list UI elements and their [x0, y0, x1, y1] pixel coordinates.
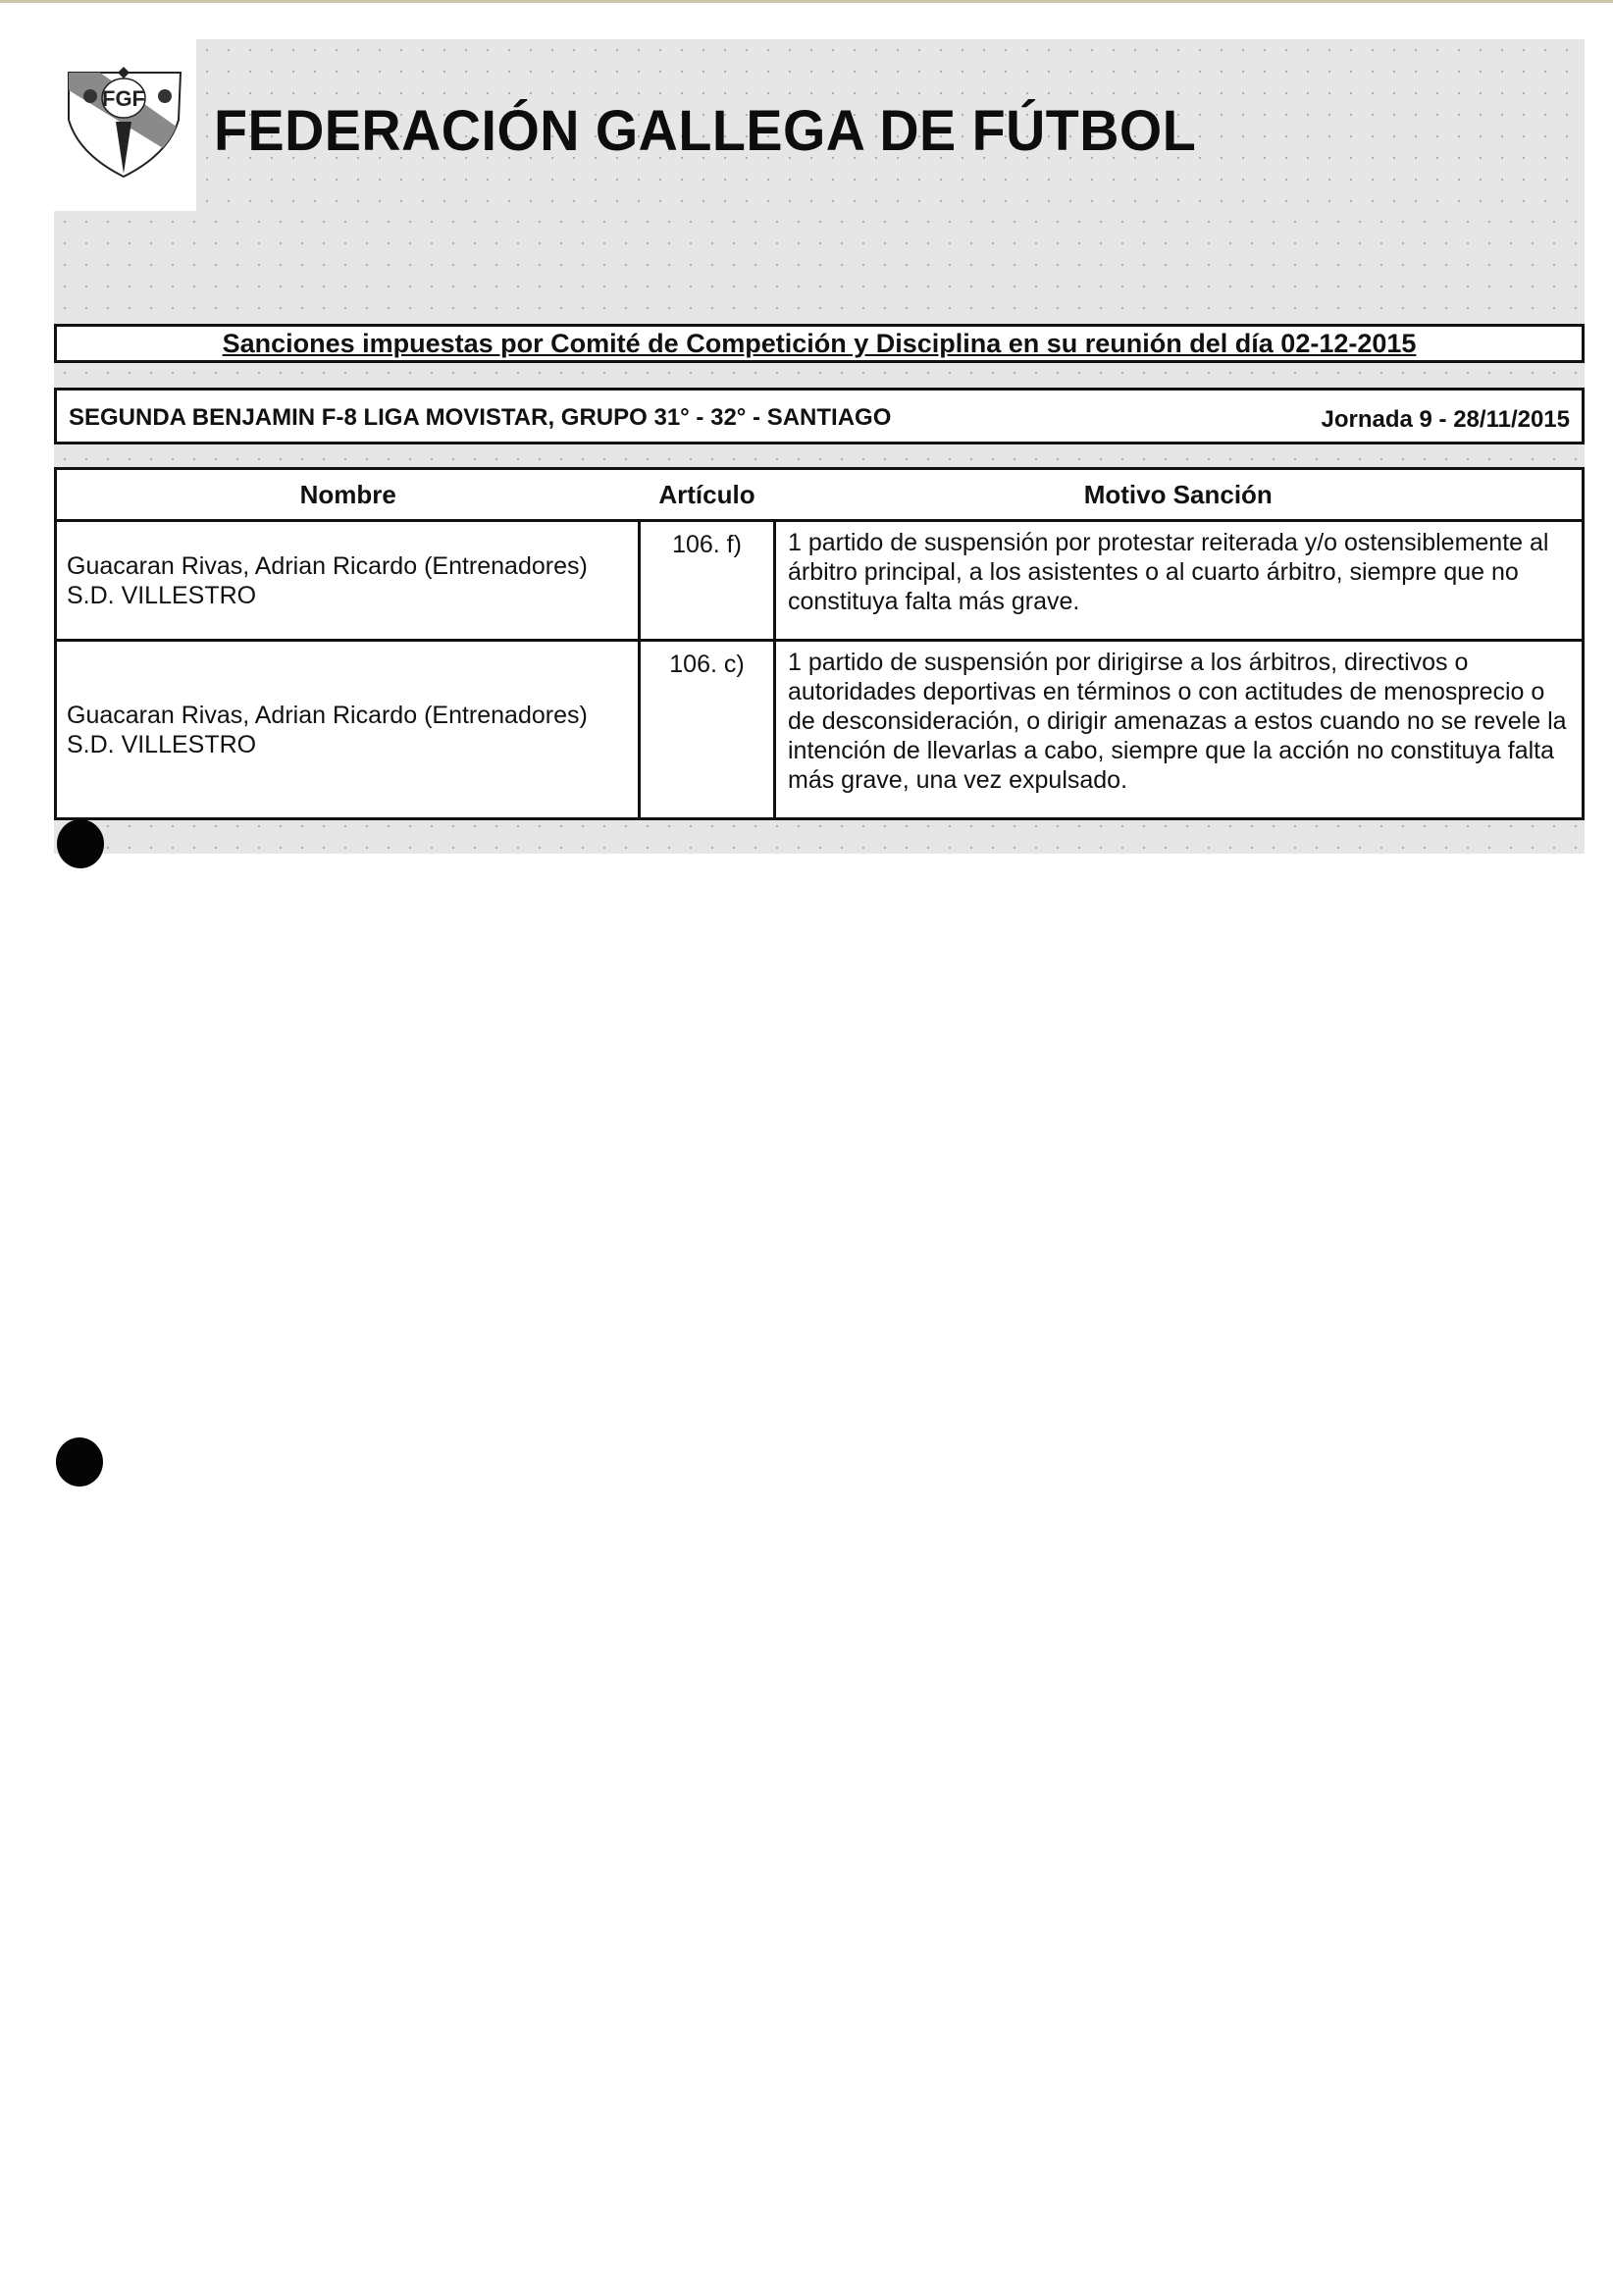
club-name: S.D. VILLESTRO: [67, 730, 257, 758]
competition-group: SEGUNDA BENJAMIN F-8 LIGA MOVISTAR, GRUPO 31° - 32° - SANTIAGO: [69, 404, 892, 431]
jornada-date: Jornada 9 - 28/11/2015: [1321, 406, 1570, 433]
competition-box: [54, 388, 1585, 444]
sanctions-table: [54, 467, 1585, 820]
table-header-row: [56, 469, 1584, 521]
person-name: Guacaran Rivas, Adrian Ricardo (Entrenadores): [67, 701, 588, 729]
column-header-motivo: Motivo Sanción: [775, 469, 1584, 521]
reason-cell: 1 partido de suspensión por protestar reiterada y/o ostensiblemente al árbitro principal, a los asistentes o al cuarto árbitro, siempre que no constituya falta más grave.: [775, 521, 1584, 641]
club-name: S.D. VILLESTRO: [67, 581, 257, 609]
person-name: Guacaran Rivas, Adrian Ricardo (Entrenadores): [67, 551, 588, 580]
svg-text:FGF: FGF: [102, 86, 145, 111]
sanctioned-person-cell: [56, 521, 640, 641]
reason-cell: 1 partido de suspensión por dirigirse a los árbitros, directivos o autoridades deportivas en términos o con actitudes de menosprecio o de desconsideración, o dirigir amenazas a estos cuando no se revele la intención de llevarlas a cabo, siempre que la acción no constituya falta más grave, una vez expulsado.: [775, 641, 1584, 819]
article-cell: 106. c): [640, 641, 775, 819]
organization-title: FEDERACIÓN GALLEGA DE FÚTBOL: [214, 99, 1197, 163]
scan-edge: [0, 0, 1613, 3]
column-header-articulo: Artículo: [640, 469, 775, 521]
column-header-nombre: Nombre: [56, 469, 640, 521]
fgf-shield-logo-icon: [61, 61, 186, 179]
table-row: [56, 641, 1584, 819]
report-title: Sanciones impuestas por Comité de Competición y Disciplina en su reunión del día 02-12-2015: [222, 329, 1417, 358]
sanctioned-person-cell: [56, 641, 640, 819]
punch-hole: [56, 1437, 103, 1487]
article-cell: 106. f): [640, 521, 775, 641]
report-title-box: [54, 324, 1585, 363]
punch-hole: [57, 819, 104, 868]
table-row: [56, 521, 1584, 641]
